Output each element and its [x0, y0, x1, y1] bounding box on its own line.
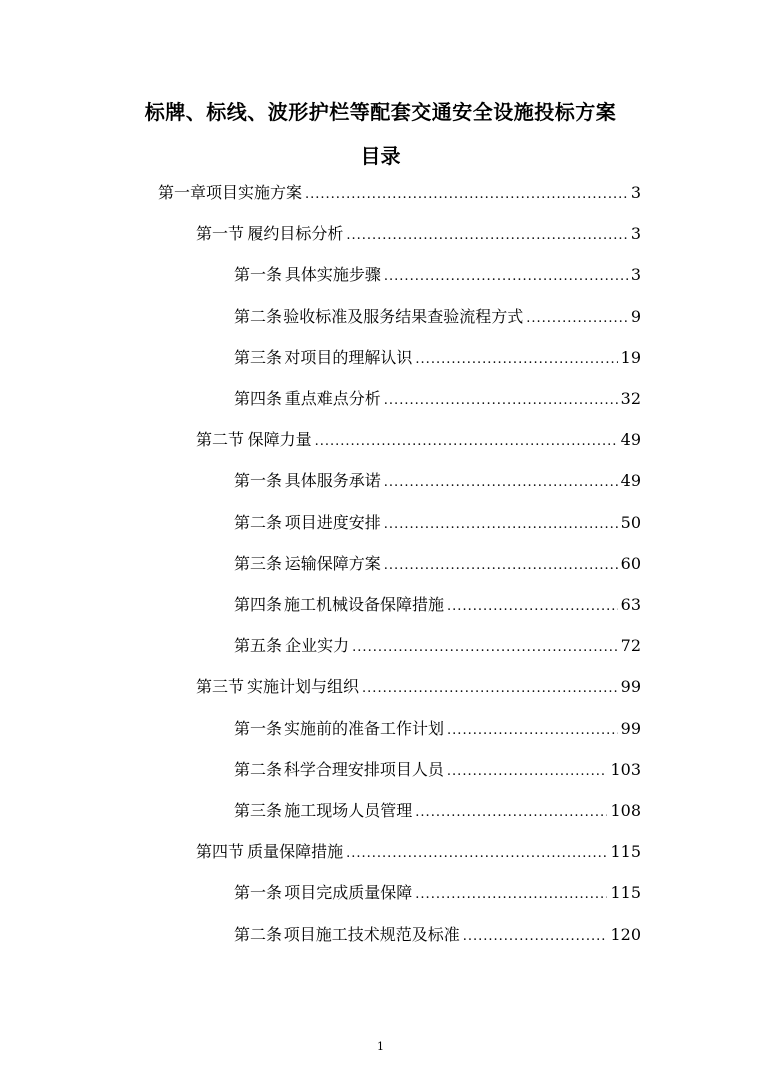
toc-entry-title: 项目施工技术规范及标准	[283, 924, 460, 944]
toc-entry-label: 第二节	[196, 430, 245, 450]
toc-dot-leader	[384, 386, 618, 416]
toc-entry-title: 运输保障方案	[284, 553, 381, 573]
toc-entry[interactable]	[234, 920, 641, 950]
toc-entry-page: 120	[610, 924, 641, 944]
toc-entry-title: 企业实力	[285, 636, 350, 656]
toc-entry-title: 质量保障措施	[247, 842, 344, 862]
toc-entry-title: 保障力量	[247, 430, 312, 450]
toc-entry[interactable]	[234, 878, 641, 908]
toc-entry-label: 第三节	[196, 677, 245, 697]
toc-dot-leader	[384, 468, 618, 498]
toc-entry-title: 实施前的准备工作计划	[284, 718, 445, 738]
toc-dot-leader	[463, 922, 608, 952]
toc-entry-title: 施工机械设备保障措施	[284, 595, 445, 614]
toc-entry-title: 具体实施步骤	[284, 265, 381, 285]
toc-dot-leader	[362, 674, 618, 704]
toc-entry[interactable]	[234, 302, 641, 332]
page-number: 1	[377, 1040, 384, 1053]
toc-dot-leader	[384, 510, 618, 540]
toc-entry-title: 施工现场人员管理	[284, 801, 413, 820]
toc-entry-title: 履约目标分析	[247, 224, 344, 244]
toc-entry-label: 第二条	[234, 512, 283, 532]
toc-entry[interactable]	[196, 672, 641, 702]
toc-dot-leader	[346, 221, 627, 251]
toc-entry-page: 3	[630, 183, 641, 202]
toc-dot-leader	[447, 716, 618, 746]
toc-entry-title: 项目进度安排	[284, 512, 381, 532]
toc-entry-label: 第四条	[234, 595, 283, 614]
toc-entry[interactable]	[234, 755, 641, 785]
toc-dot-leader	[305, 180, 628, 210]
toc-entry-label: 第一条	[234, 718, 283, 738]
toc-dot-leader	[415, 880, 607, 910]
toc-entry-page: 19	[620, 347, 641, 367]
toc-dot-leader	[447, 592, 618, 622]
toc-entry-page: 72	[620, 636, 641, 656]
toc-entry-label: 第二条	[234, 924, 283, 944]
toc-entry-title: 实施计划与组织	[247, 677, 360, 697]
toc-dot-leader	[447, 757, 608, 787]
toc-heading: 目录	[360, 144, 401, 168]
toc-entry-page: 115	[610, 883, 641, 903]
toc-dot-leader	[346, 839, 607, 869]
toc-entry-page: 32	[620, 389, 641, 408]
toc-entry-title: 项目完成质量保障	[284, 883, 413, 903]
toc-entry[interactable]	[234, 466, 641, 496]
toc-entry[interactable]	[196, 219, 641, 249]
toc-entry[interactable]	[234, 260, 641, 290]
toc-entry[interactable]	[234, 631, 641, 661]
toc-entry[interactable]	[234, 384, 641, 414]
toc-dot-leader	[384, 262, 628, 292]
toc-entry-page: 60	[620, 553, 641, 573]
toc-entry-page: 50	[620, 512, 641, 532]
toc-entry-label: 第三条	[234, 801, 283, 820]
toc-dot-leader	[384, 551, 618, 581]
toc-entry-title: 重点难点分析	[284, 389, 381, 408]
toc-entry-label: 第二条	[234, 306, 283, 326]
toc-entry-page: 3	[630, 224, 641, 244]
toc-entry[interactable]	[196, 837, 641, 867]
toc-entry-label: 第四条	[234, 389, 283, 408]
toc-entry[interactable]	[234, 549, 641, 579]
toc-entry-label: 第一条	[234, 265, 283, 285]
toc-entry-label: 第一条	[234, 471, 283, 491]
toc-dot-leader	[415, 345, 617, 375]
toc-entry[interactable]	[234, 714, 641, 744]
toc-entry-page: 49	[620, 471, 641, 491]
toc-entry-label: 第一节	[196, 224, 245, 244]
toc-entry[interactable]	[234, 508, 641, 538]
toc-entry-label: 第一章项目实施方案	[158, 183, 303, 202]
toc-dot-leader	[352, 633, 617, 663]
toc-entry-page: 9	[630, 306, 641, 326]
toc-entry-label: 第二条	[234, 759, 283, 779]
toc-entry-page: 103	[610, 759, 641, 779]
toc-entry[interactable]	[158, 178, 641, 208]
document-title: 标牌、标线、波形护栏等配套交通安全设施投标方案	[144, 100, 617, 124]
toc-entry-label: 第四节	[196, 842, 245, 862]
toc-entry-page: 108	[610, 801, 641, 820]
toc-entry-page: 49	[620, 430, 641, 450]
toc-entry-label: 第一条	[234, 883, 283, 903]
toc-entry-page: 99	[620, 718, 641, 738]
toc-dot-leader	[315, 427, 618, 457]
toc-entry-title: 验收标准及服务结果查验流程方式	[283, 306, 524, 326]
toc-entry-label: 第五条	[234, 636, 283, 656]
toc-entry-page: 3	[630, 265, 641, 285]
toc-entry[interactable]	[196, 425, 641, 455]
toc-entry-title: 对项目的理解认识	[284, 347, 413, 367]
toc-entry-page: 115	[610, 842, 641, 862]
toc-entry-title: 科学合理安排项目人员	[283, 759, 444, 779]
toc-entry[interactable]	[234, 796, 641, 826]
toc-entry-title: 具体服务承诺	[284, 471, 381, 491]
toc-dot-leader	[526, 304, 628, 334]
toc-entry[interactable]	[234, 590, 641, 620]
toc-entry[interactable]	[234, 343, 641, 373]
toc-entry-label: 第三条	[234, 347, 283, 367]
toc-dot-leader	[415, 798, 607, 828]
toc-entry-page: 63	[620, 595, 641, 614]
toc-entry-label: 第三条	[234, 553, 283, 573]
toc-entry-page: 99	[620, 677, 641, 697]
